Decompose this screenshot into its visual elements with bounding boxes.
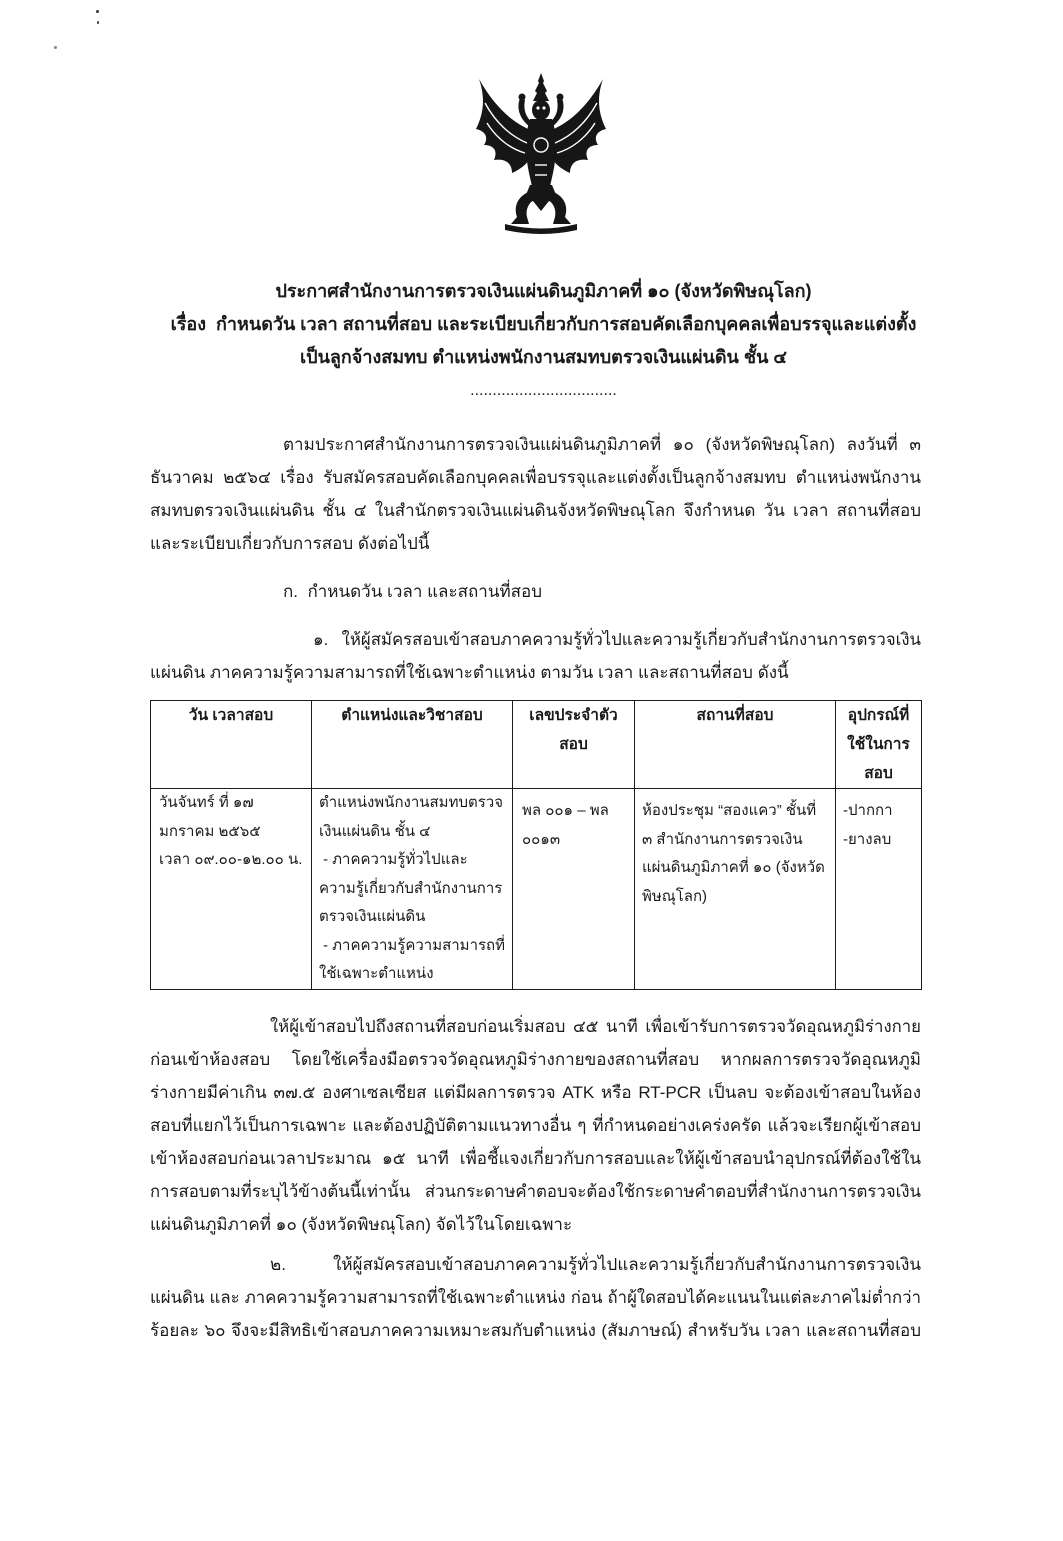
cell-line: ตำแหน่งพนักงานสมทบตรวจ (319, 794, 503, 811)
cell-line: - ภาคความรู้ความสามารถที่ (323, 936, 506, 954)
exam-instructions-paragraph (150, 1010, 921, 1241)
garuda-right-wing (549, 79, 606, 173)
section-a-heading: ก. กำหนดวัน เวลา และสถานที่สอบ (283, 582, 543, 601)
cell-venue (635, 789, 836, 990)
header-exam-id (513, 701, 635, 789)
header-venue (635, 701, 836, 789)
cell-line: ความรู้เกี่ยวกับสำนักงานการ (319, 879, 503, 897)
garuda-right-leg (545, 191, 571, 224)
paragraph-line: ก่อนเข้าห้องสอบ โดยใช้เครื่องมือตรวจวัดอุณหภูมิร่างกายของสถานที่สอบ หากผลการตรวจวัดอุณหภูมิ (150, 1050, 921, 1069)
garuda-emblem-icon (473, 73, 609, 238)
document-body (150, 0, 921, 1347)
title-separator: ................................. (470, 382, 617, 399)
paragraph-line: ธันวาคม ๒๕๖๔ เรื่อง รับสมัครสอบคัดเลือกบุคคลเพื่อบรรจุและแต่งตั้งเป็นลูกจ้างสมทบ ตำแหน่งพนักงาน (150, 468, 921, 487)
announcement-title (158, 275, 929, 374)
cell-line: -ปากกา (843, 802, 893, 819)
exam-schedule-table (150, 700, 922, 990)
header-position-subject (312, 701, 513, 789)
paragraph-line: ๒. ให้ผู้สมัครสอบเข้าสอบภาคความรู้ทั่วไปและความรู้เกี่ยวกับสำนักงานการตรวจเงิน (270, 1255, 921, 1274)
cell-line: ใช้เฉพาะตำแหน่ง (319, 965, 434, 982)
cell-line: วันจันทร์ ที่ ๑๗ (159, 794, 254, 811)
item-1-paragraph (150, 623, 921, 689)
cell-line: พล ๐๐๑ – พล (522, 802, 609, 819)
header-label: วัน เวลาสอบ (188, 707, 274, 724)
header-emblem (150, 0, 921, 238)
header-label: สถานที่สอบ (696, 707, 774, 724)
cell-line: แผ่นดินภูมิภาคที่ ๑๐ (จังหวัด (642, 859, 825, 876)
header-equipment (836, 701, 922, 789)
garuda-base (505, 224, 577, 234)
scan-speck (97, 21, 99, 24)
paragraph-line: สมทบตรวจเงินแผ่นดิน ชั้น ๔ ในสำนักตรวจเงินแผ่นดินจังหวัดพิษณุโลก จึงกำหนด วัน เวลา สถานที่สอบ (150, 501, 921, 520)
paragraph-line: ๑. ให้ผู้สมัครสอบเข้าสอบภาคความรู้ทั่วไปและความรู้เกี่ยวกับสำนักงานการตรวจเงิน (313, 630, 921, 649)
cell-line: มกราคม ๒๕๖๕ (159, 822, 261, 840)
paragraph-line: ร้อยละ ๖๐ จึงจะมีสิทธิเข้าสอบภาคความเหมาะสมกับตำแหน่ง (สัมภาษณ์) สำหรับวัน เวลา และสถานที่สอบ (150, 1321, 921, 1340)
cell-line: -ยางลบ (843, 830, 892, 848)
cell-equipment (836, 789, 922, 990)
cell-date-time (151, 789, 312, 990)
garuda-right-hand (557, 94, 564, 101)
title-line-3: เป็นลูกจ้างสมทบ ตำแหน่งพนักงานสมทบตรวจเงินแผ่นดิน ชั้น ๔ (299, 347, 788, 367)
cell-line: เงินแผ่นดิน ชั้น ๔ (319, 822, 431, 840)
title-line-1: ประกาศสำนักงานการตรวจเงินแผ่นดินภูมิภาคที่ ๑๐ (จังหวัดพิษณุโลก) (275, 281, 812, 301)
cell-position-subject (312, 789, 513, 990)
table-row (151, 789, 922, 990)
paragraph-line: แผ่นดิน และ ภาคความรู้ความสามารถที่ใช้เฉพาะตำแหน่ง ก่อน ถ้าผู้ใดสอบได้คะแนนในแต่ละภาคไม่ต่ำกว่า (150, 1288, 921, 1307)
garuda-figure (476, 73, 606, 234)
paragraph-line: สอบที่แยกไว้เป็นการเฉพาะ และต้องปฏิบัติตามแนวทางอื่น ๆ ที่กำหนดอย่างเคร่งครัด แล้วจะเรียกผู้เข้าสอบ (150, 1116, 921, 1135)
paragraph-line: และระเบียบเกี่ยวกับการสอบ ดังต่อไปนี้ (150, 534, 430, 553)
garuda-crown (533, 73, 549, 101)
paragraph-line: เข้าห้องสอบก่อนเวลาประมาณ ๑๕ นาที เพื่อชี้แจงเกี่ยวกับการสอบและให้ผู้เข้าสอบนำอุปกรณ์ที่ต้องใช้ใน (150, 1149, 921, 1168)
paragraph-line: แผ่นดิน ภาคความรู้ความสามารถที่ใช้เฉพาะตำแหน่ง ตามวัน เวลา และสถานที่สอบ ดังนี้ (150, 663, 789, 682)
header-label: ตำแหน่งและวิชาสอบ (341, 707, 483, 724)
cell-line: ตรวจเงินแผ่นดิน (319, 908, 426, 925)
garuda-left-wing (476, 79, 533, 173)
table-header-row (151, 701, 922, 789)
cell-line: พิษณุโลก) (642, 887, 708, 905)
cell-line: เวลา ๐๙.๐๐-๑๒.๐๐ น. (159, 851, 303, 868)
header-label: อุปกรณ์ที่ (847, 707, 910, 724)
paragraph-line: ตามประกาศสำนักงานการตรวจเงินแผ่นดินภูมิภาคที่ ๑๐ (จังหวัดพิษณุโลก) ลงวันที่ ๓ (283, 435, 921, 454)
cell-line: ๓ สำนักงานการตรวจเงิน (642, 830, 803, 848)
title-line-2: เรื่อง กำหนดวัน เวลา สถานที่สอบ และระเบียบเกี่ยวกับการสอบคัดเลือกบุคคลเพื่อบรรจุและแต่งตั้ง (170, 314, 917, 334)
garuda-left-hand (519, 94, 526, 101)
cell-exam-id (513, 789, 635, 990)
garuda-left-leg (511, 191, 537, 224)
header-label: เลขประจำตัว (529, 707, 618, 724)
cell-line: - ภาคความรู้ทั่วไปและ (323, 851, 468, 868)
cell-line: ๐๐๑๓ (522, 830, 561, 848)
scan-speck (96, 10, 99, 13)
header-label: ใช้ในการ (847, 736, 910, 753)
paragraph-line: การสอบตามที่ระบุไว้ข้างต้นนี้เท่านั้น ส่วนกระดาษคำตอบจะต้องใช้กระดาษคำตอบที่สำนักงานการตรวจเงิน (150, 1182, 921, 1201)
item-2-paragraph (150, 1248, 921, 1347)
scan-speck (54, 46, 57, 49)
paragraph-line: ร่างกายมีค่าเกิน ๓๗.๕ องศาเซลเซียส แต่มีผลการตรวจ ATK หรือ RT-PCR เป็นลบ จะต้องเข้าสอบในห้อง (150, 1083, 921, 1102)
header-label: สอบ (559, 736, 588, 753)
cell-line: ห้องประชุม “สองแคว” ชั้นที่ (642, 802, 817, 819)
paragraph-line: แผ่นดินภูมิภาคที่ ๑๐ (จังหวัดพิษณุโลก) จัดไว้ในโดยเฉพาะ (150, 1215, 573, 1234)
header-label: สอบ (864, 765, 893, 782)
paragraph-line: ให้ผู้เข้าสอบไปถึงสถานที่สอบก่อนเริ่มสอบ ๔๕ นาที เพื่อเข้ารับการตรวจวัดอุณหภูมิร่างกาย (270, 1017, 921, 1036)
intro-paragraph (150, 428, 921, 560)
garuda-body (526, 119, 556, 191)
header-date-time (151, 701, 312, 789)
